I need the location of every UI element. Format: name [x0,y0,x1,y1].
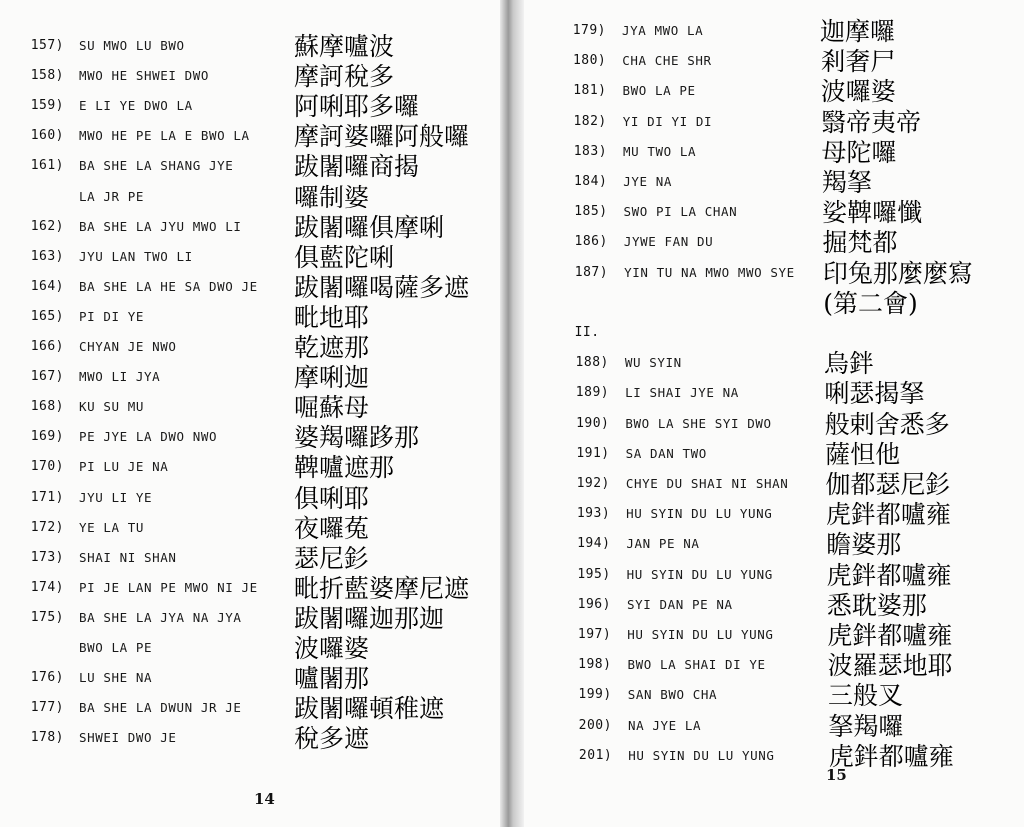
list-item [514,621,1014,651]
list-item [0,484,500,514]
chinese-text: 嚧闍那 [294,664,370,694]
chinese-text: 俱藍陀唎 [294,242,395,272]
list-item [0,453,500,483]
line-number: 165) [30,308,64,324]
list-item [514,440,1014,470]
line-number: 176) [30,670,64,686]
line-number: 164) [30,278,64,294]
line-number: 171) [30,489,64,505]
chinese-text: 跋闍囉頓稚遮 [294,694,445,724]
line-number: 189) [575,385,610,401]
romanization-text: BA SHE LA JYU MWO LI [79,218,242,234]
romanization-text: BWO LA SHE SYI DWO [625,415,772,431]
romanization-text: KU SU MU [79,399,145,415]
chinese-text: 虎鉡都嚧雍 [828,741,954,771]
romanization-text: HU SYIN DU LU YUNG [627,627,774,642]
romanization-text: SA DAN TWO [625,445,707,461]
line-number: 183) [573,143,608,159]
line-number: 162) [30,218,64,234]
romanization-text: LA JR PE [79,188,145,204]
list-item [0,303,500,333]
chinese-text: 薩怛他 [825,439,901,469]
list-item [0,92,500,122]
chinese-text: 剎奢尸 [820,47,896,77]
list-item [0,183,500,213]
list-item [0,604,500,634]
line-number: 175) [30,609,64,625]
line-number: 186) [574,234,608,250]
chinese-text: 囉制婆 [294,182,370,212]
chinese-text: 瑟尼釤 [294,543,370,573]
chinese-text: (第二會) [823,288,918,318]
chinese-text: 波囉婆 [294,634,370,663]
list-item [514,410,1014,440]
list-item [0,363,500,393]
list-item [514,561,1014,591]
chinese-text: 啒蘇母 [294,393,370,423]
line-number: 192) [576,476,610,491]
line-number: 160) [30,128,64,144]
list-item [0,333,500,363]
chinese-text: 娑鞞囉懺 [822,198,923,228]
romanization-text: JYE NA [623,174,673,189]
chinese-text: 悉耽婆那 [826,590,927,620]
list-item [0,32,500,62]
page-number: 14 [254,790,275,808]
romanization-text: CHYE DU SHAI NI SHAN [625,476,789,491]
list-item [0,544,500,574]
list-item [514,108,1014,138]
list-item [514,591,1014,621]
chinese-text: 稅多遮 [294,724,370,754]
romanization-text: SYI DAN PE NA [626,596,733,612]
list-item [514,742,1014,772]
line-number: 163) [30,248,64,264]
line-number: 157) [30,38,64,53]
list-item [514,198,1014,228]
list-item [0,514,500,544]
list-item [0,122,500,152]
chinese-text: 摩訶婆囉阿般囉 [294,122,470,152]
line-number: 174) [30,579,64,595]
line-number: 158) [30,68,64,84]
chinese-text: 阿唎耶多囉 [294,92,420,122]
list-item [514,681,1014,711]
chinese-text: 般剌舍悉多 [824,409,950,439]
chinese-text: 婆羯囉跢那 [294,423,420,453]
chinese-text: 蘇摩嚧波 [294,32,395,61]
chinese-text: 印兔那麼麼寫 [822,258,973,288]
chinese-text: 跋闍囉迦那迦 [294,603,445,633]
list-item [514,470,1014,500]
right-page [514,0,1024,827]
romanization-text: BWO LA PE [79,640,153,655]
list-item [514,530,1014,560]
romanization-text: MWO HE SHWEI DWO [79,68,210,84]
line-number: 185) [574,204,608,220]
romanization-text: LU SHE NA [79,670,153,686]
romanization-text: BWO LA SHAI DI YE [627,657,766,673]
left-page [0,0,506,827]
list-item [514,712,1014,742]
list-item [514,259,1014,289]
romanization-text: NA JYE LA [627,717,702,733]
list-item [0,423,500,453]
list-item [514,47,1014,77]
list-item [0,694,500,724]
romanization-text: HU SYIN DU LU YUNG [628,747,775,763]
chinese-text: 夜囉菟 [294,513,370,543]
book-spine [500,0,524,827]
romanization-text: PI JE LAN PE MWO NI JE [79,579,258,595]
line-number: 201) [578,747,613,763]
chinese-text: 俱唎耶 [294,483,370,513]
line-number: 179) [572,23,606,38]
romanization-text: CHA CHE SHR [622,53,712,69]
line-number: 191) [576,445,610,461]
list-item [514,17,1014,47]
romanization-text: YIN TU NA MWO MWO SYE [624,264,795,280]
chinese-text: 虎鉡都嚧雍 [826,560,952,590]
list-item [0,62,500,92]
romanization-text: HU SYIN DU LU YUNG [626,566,773,582]
romanization-text: BA SHE LA SHANG JYE [79,158,234,174]
list-item [0,574,500,604]
chinese-text: 摩唎迦 [294,363,370,393]
list-item [514,500,1014,530]
line-number: 178) [30,730,64,746]
chinese-text: 鞞嚧遮那 [294,453,395,483]
list-item [0,724,500,754]
romanization-text: YE LA TU [79,519,145,535]
chinese-text: 毗折藍婆摩尼遮 [294,573,470,603]
list-item [0,152,500,182]
line-number: 168) [30,399,64,415]
romanization-text: SHWEI DWO JE [79,730,177,746]
line-number: 196) [577,596,611,612]
romanization-text: MWO HE PE LA E BWO LA [79,128,250,144]
chinese-text: 波羅瑟地耶 [827,651,953,681]
romanization-text: BA SHE LA HE SA DWO JE [79,278,258,294]
line-number: 194) [577,536,611,552]
list-item [0,634,500,664]
list-item [514,651,1014,681]
romanization-text: SAN BWO CHA [627,687,718,703]
romanization-text: WU SYIN [624,355,682,371]
line-number: 198) [578,657,612,673]
chinese-text: 掘梵都 [822,228,898,258]
line-number: 159) [30,98,64,114]
list-item [0,213,500,243]
list-item [514,228,1014,258]
line-number: 167) [30,369,64,385]
list-item [0,273,500,303]
chinese-text: 虎鉡都嚧雍 [827,621,953,650]
romanization-text: MWO LI JYA [79,369,161,385]
line-number: 184) [573,174,608,189]
list-item [0,243,500,273]
romanization-text: BWO LA PE [622,83,696,99]
chinese-text: 羯拏 [821,168,872,197]
line-number: 161) [30,158,64,174]
chinese-text: 波囉婆 [820,77,896,107]
chinese-text: 母陀囉 [821,137,897,167]
list-item [514,319,1014,349]
line-number: 200) [578,717,612,733]
list-item [514,289,1014,319]
line-number: 180) [572,53,607,69]
romanization-text: BA SHE LA DWUN JR JE [79,700,242,716]
chinese-text: 瞻婆那 [826,530,902,560]
chinese-text: 烏鉡 [824,349,875,379]
romanization-text: SU MWO LU BWO [79,38,185,53]
romanization-text: CHYAN JE NWO [79,339,177,354]
romanization-text: SHAI NI SHAN [79,549,177,565]
list-item [514,168,1014,198]
romanization-text: E LI YE DWO LA [79,98,193,114]
list-item [514,349,1014,379]
romanization-text: JAN PE NA [626,536,700,552]
line-number: 173) [30,549,64,565]
line-number: 177) [30,700,64,716]
chinese-text: 翳帝夷帝 [821,107,922,137]
romanization-text: JYA MWO LA [622,23,704,38]
chinese-text: 三般叉 [828,681,904,711]
line-number: 190) [576,415,610,431]
romanization-text: SWO PI LA CHAN [623,204,738,220]
line-number: 181) [573,83,607,99]
line-number: 169) [30,429,64,445]
line-number: II. [574,325,600,340]
line-number: 193) [576,506,611,522]
chinese-text: 伽都瑟尼釤 [825,470,951,499]
chinese-text: 跋闍囉俱摩唎 [294,212,445,242]
romanization-text: HU SYIN DU LU YUNG [626,506,773,522]
line-number: 188) [575,355,609,371]
line-number: 195) [577,566,611,582]
chinese-text: 跋闍囉喝薩多遮 [294,272,470,302]
romanization-text: JYWE FAN DU [623,234,714,250]
line-number: 166) [30,339,64,354]
list-item [514,379,1014,409]
list-item [0,393,500,423]
line-number: 172) [30,519,64,535]
romanization-text: JYU LI YE [79,489,153,505]
list-item [514,138,1014,168]
chinese-text: 唎瑟揭拏 [824,379,925,409]
romanization-text: JYU LAN TWO LI [79,248,193,264]
line-number: 187) [574,264,609,280]
romanization-text: PI LU JE NA [79,459,169,475]
chinese-text: 虎鉡都嚧雍 [825,500,951,530]
page-number: 15 [826,766,847,784]
line-number: 197) [577,627,612,642]
chinese-text: 迦摩囉 [820,17,896,46]
list-item [0,664,500,694]
romanization-text: MU TWO LA [623,143,697,159]
romanization-text: PI DI YE [79,308,145,324]
line-number: 199) [578,687,612,703]
romanization-text: PE JYE LA DWO NWO [79,429,218,445]
line-number: 182) [573,113,607,129]
chinese-text: 跋闍囉商揭 [294,152,420,182]
romanization-text: BA SHE LA JYA NA JYA [79,609,242,625]
chinese-text: 摩訶稅多 [294,62,395,92]
list-item [514,77,1014,107]
romanization-text: LI SHAI JYE NA [625,385,739,401]
chinese-text: 乾遮那 [294,333,370,362]
chinese-text: 毗地耶 [294,302,370,332]
chinese-text: 拏羯囉 [828,711,904,741]
line-number: 170) [30,459,64,475]
romanization-text: YI DI YI DI [622,113,713,129]
